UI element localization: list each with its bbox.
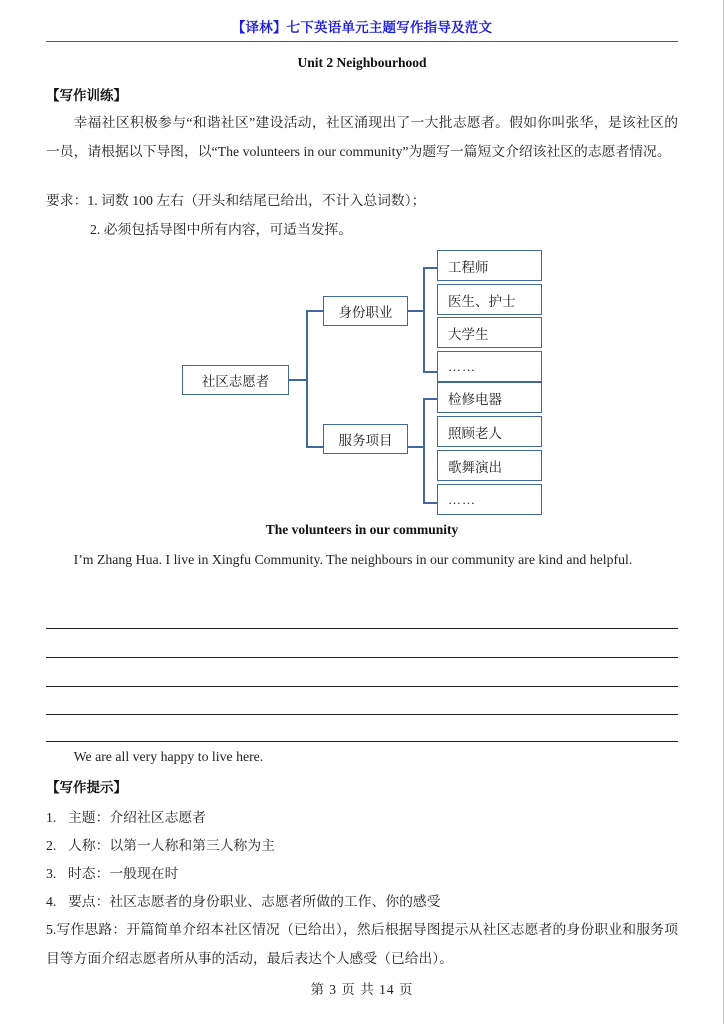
mindmap-leaf-label: 大学生 [448,326,489,342]
essay-opening-paragraph: I’m Zhang Hua. I live in Xingfu Community. The neighbours in our community are kind and helpful. [73,552,633,567]
writing-tip-text: 人称：以第一人称和第三人称为主 [68,838,275,853]
mindmap-leaf-connector-1-4 [423,371,437,373]
writing-tip-item [46,803,678,832]
mindmap-branch-2-child-spine [423,399,425,503]
mindmap-leaf-node [437,484,542,515]
mindmap-branch-node-2 [323,424,408,454]
writing-tip-text: 时态：一般现在时 [68,866,179,881]
mindmap-branch-1-out [408,310,424,312]
answer-line[interactable] [46,686,678,687]
mindmap-root-node [182,365,289,395]
writing-tips-label: 【写作提示】 [46,780,127,795]
writing-tip-number: 2. [46,838,57,853]
writing-tip-text: 写作思路：开篇简单介绍本社区情况（已给出），然后根据导图提示从社区志愿者的身份职业和服务项目等方面介绍志愿者所从事的活动，最后表达个人感受（已给出）。 [46,922,678,966]
mindmap-leaf-node [437,250,542,281]
writing-tip-number: 3. [46,866,57,881]
mindmap-branch-2-connector [306,446,324,448]
mindmap-leaf-node [437,450,542,481]
mindmap-leaf-node [437,317,542,348]
requirement-item-1: 要求：1. 词数 100 左右（开头和结尾已给出，不计入总词数）； [46,193,426,208]
mindmap-branch-1-label: 身份职业 [338,305,393,320]
writing-prompt-paragraph: 幸福社区积极参与“和谐社区”建设活动，社区涌现出了一大批志愿者。假如你叫张华，是该社区的一员，请根据以下导图，以“The volunteers in our community”为题写一篇短文介绍该社区的志愿者情况。 [46,115,678,159]
writing-tip-number: 5. [46,922,57,937]
mindmap-leaf-connector-1-1 [423,267,437,269]
mindmap-leaf-label: …… [448,358,476,374]
mindmap-root-connector [289,379,307,381]
requirement-item-2: 2. 必须包括导图中所有内容，可适当发挥。 [90,222,353,237]
unit-title: Unit 2 Neighbourhood [297,55,427,70]
writing-tip-item [46,831,678,860]
writing-tip-text: 要点：社区志愿者的身份职业、志愿者所做的工作、你的感受 [68,894,441,909]
mindmap-branch-1-connector [306,310,324,312]
mindmap-leaf-label: 歌舞演出 [448,459,502,475]
answer-line[interactable] [46,741,678,742]
mindmap-leaf-connector-2-4 [423,502,437,504]
mindmap-leaf-connector-2-1 [423,398,437,400]
answer-line[interactable] [46,628,678,629]
mindmap-root-label: 社区志愿者 [201,374,270,389]
mindmap-leaf-label: 工程师 [448,259,489,275]
mindmap-branch-node-1 [323,296,408,326]
answer-line[interactable] [46,657,678,658]
mindmap-leaf-label: 照顾老人 [448,425,502,441]
mindmap-branch-2-out [408,446,424,448]
header-divider [46,41,678,42]
mindmap-leaf-node [437,416,542,447]
writing-tip-item [46,887,678,916]
writing-training-label: 【写作训练】 [46,88,127,103]
mindmap-root-spine [306,311,308,448]
mindmap-diagram [170,246,560,522]
mindmap-leaf-node [437,284,542,315]
mindmap-branch-1-child-spine [423,268,425,372]
mindmap-leaf-node [437,351,542,382]
writing-tip-item [46,915,678,973]
page-footer: 第 3 页 共 14 页 [310,982,414,997]
mindmap-leaf-label: …… [448,491,476,507]
essay-title: The volunteers in our community [265,522,459,537]
writing-tip-text: 主题：介绍社区志愿者 [68,810,206,825]
writing-tip-item [46,859,678,888]
mindmap-leaf-label: 医生、护士 [448,293,516,309]
mindmap-leaf-node [437,382,542,413]
answer-line[interactable] [46,714,678,715]
essay-closing-sentence: We are all very happy to live here. [73,749,264,764]
mindmap-branch-2-label: 服务项目 [338,433,393,448]
mindmap-leaf-label: 检修电器 [448,391,502,407]
document-header-title: 【译林】七下英语单元主题写作指导及范文 [231,20,493,35]
writing-tip-number: 4. [46,894,57,909]
writing-tip-number: 1. [46,810,57,825]
